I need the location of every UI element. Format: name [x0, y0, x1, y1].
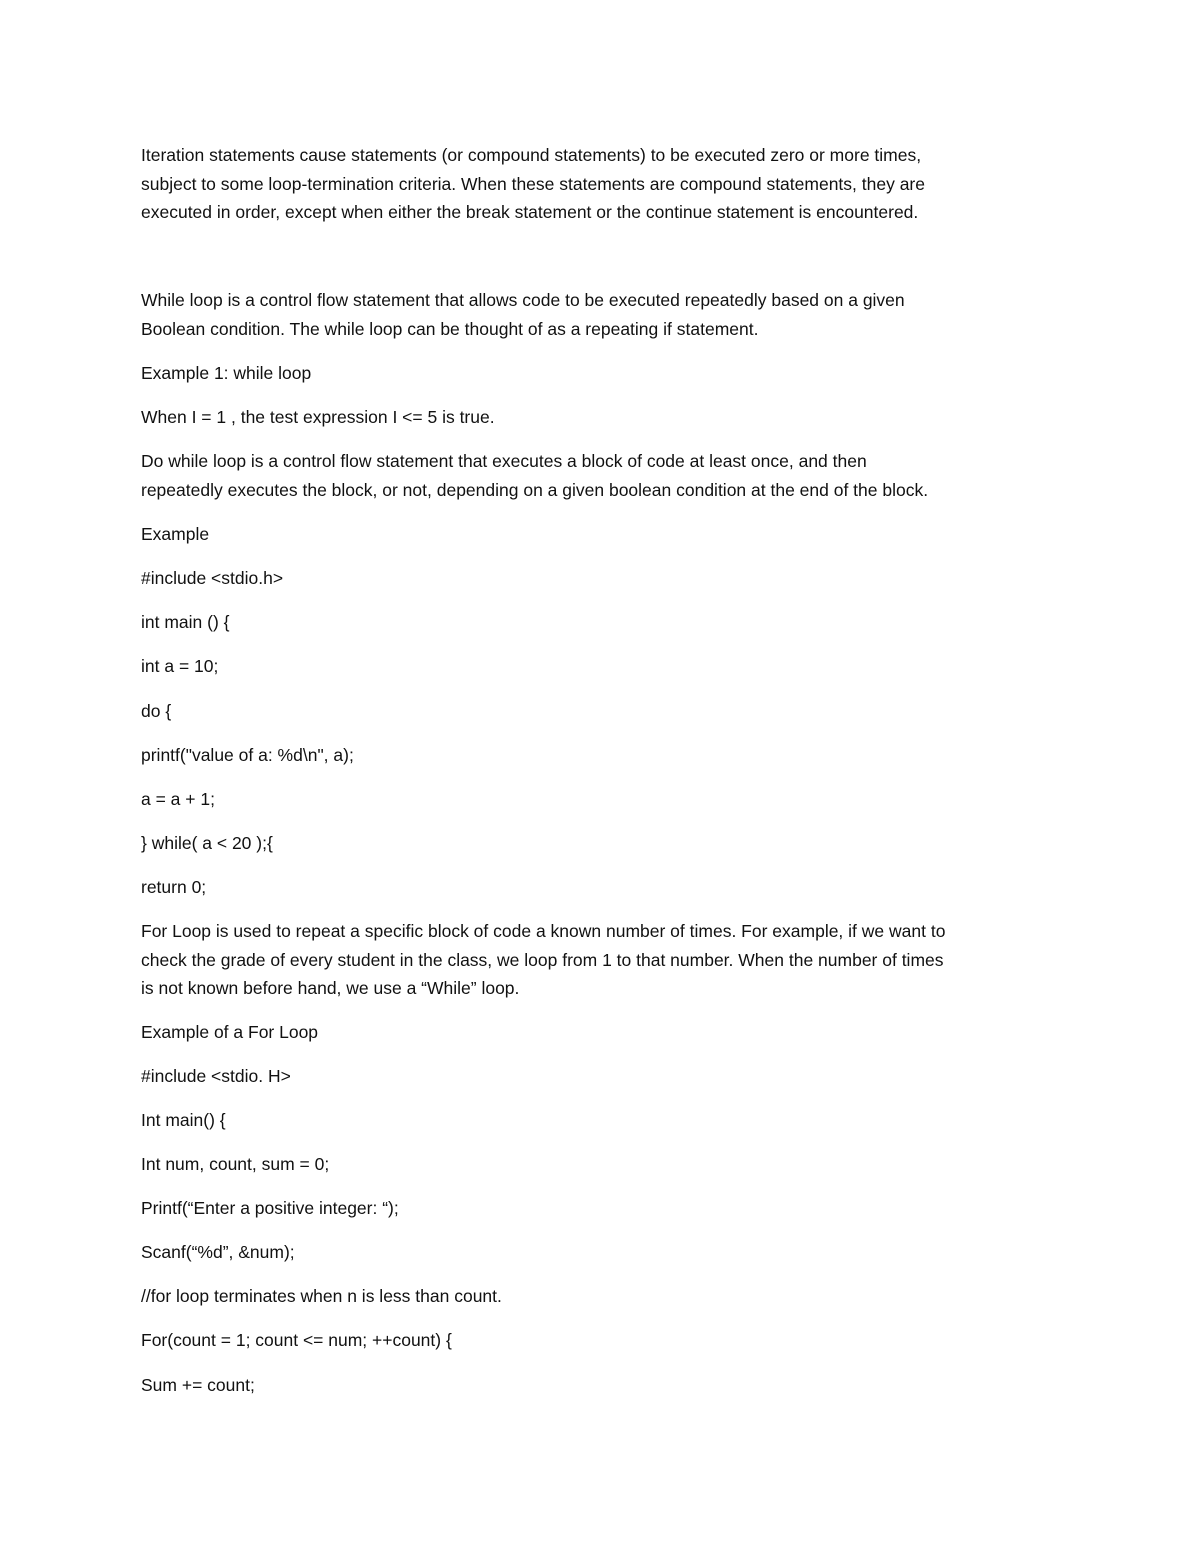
text-line: Sum += count; [141, 1375, 255, 1395]
code-line-scanf [141, 1238, 1081, 1267]
code-line-declare [141, 1150, 1081, 1179]
text-line: do { [141, 701, 172, 721]
text-line: For(count = 1; count <= num; ++count) { [141, 1330, 452, 1350]
code-line-main-2 [141, 1106, 1081, 1135]
text-line: Example of a For Loop [141, 1022, 319, 1042]
code-line-int-a [141, 652, 1081, 681]
text-line: Scanf(“%d”, &num); [141, 1242, 295, 1262]
code-line-sum [141, 1371, 1081, 1400]
code-line-for [141, 1326, 1081, 1355]
text-line: For Loop is used to repeat a specific block of code a known number of times. For example, if we want to [141, 921, 946, 941]
text-line: Example [141, 524, 210, 544]
text-line: //for loop terminates when n is less than count. [141, 1286, 502, 1306]
code-line-comment [141, 1282, 1081, 1311]
text-line: subject to some loop-termination criteria. When these statements are compound statements, they are [141, 173, 925, 194]
text-line: Printf(“Enter a positive integer: “); [141, 1198, 399, 1218]
text-line: int main () { [141, 612, 230, 632]
heading-example-1 [141, 359, 1081, 388]
code-line-while [141, 829, 1081, 858]
text-line: #include <stdio. H> [141, 1066, 291, 1086]
text-line: a = a + 1; [141, 789, 215, 809]
text-line: repeatedly executes the block, or not, depending on a given boolean condition at the end of the block. [141, 479, 929, 500]
heading-example-for-loop [141, 1018, 1081, 1047]
code-line-printf [141, 741, 1081, 770]
paragraph-while-loop-definition [141, 286, 1081, 343]
text-line: #include <stdio.h> [141, 568, 284, 588]
text-line: check the grade of every student in the class, we loop from 1 to that number. When the number of times [141, 949, 944, 970]
text-line: Iteration statements cause statements (or compound statements) to be executed zero or more times, [141, 145, 922, 165]
code-line-main [141, 608, 1081, 637]
text-line: Do while loop is a control flow statement that executes a block of code at least once, and then [141, 451, 867, 471]
text-line: Boolean condition. The while loop can be thought of as a repeating if statement. [141, 318, 759, 339]
code-line-printf-prompt [141, 1194, 1081, 1223]
text-line: return 0; [141, 877, 207, 897]
code-line-include-2 [141, 1062, 1081, 1091]
paragraph-do-while-definition [141, 447, 1081, 504]
code-line-return [141, 873, 1081, 902]
paragraph-for-loop-definition [141, 917, 1081, 1003]
code-line-do [141, 697, 1081, 726]
paragraph-iteration-intro [141, 141, 1081, 227]
heading-example [141, 520, 1081, 549]
text-line: is not known before hand, we use a “While” loop. [141, 978, 520, 998]
text-line: executed in order, except when either the break statement or the continue statement is encountered. [141, 202, 919, 222]
text-line: When I = 1 , the test expression I <= 5 is true. [141, 407, 495, 427]
text-line: While loop is a control flow statement that allows code to be executed repeatedly based on a given [141, 290, 905, 310]
text-line: } while( a < 20 );{ [141, 833, 273, 853]
code-line-include [141, 564, 1081, 593]
code-line-increment [141, 785, 1081, 814]
text-line: Int num, count, sum = 0; [141, 1154, 330, 1174]
text-line: int a = 10; [141, 656, 219, 676]
text-line: printf("value of a: %d\n", a); [141, 745, 354, 765]
text-line: Example 1: while loop [141, 363, 312, 383]
text-line: Int main() { [141, 1110, 226, 1130]
paragraph-test-expression [141, 403, 1081, 432]
